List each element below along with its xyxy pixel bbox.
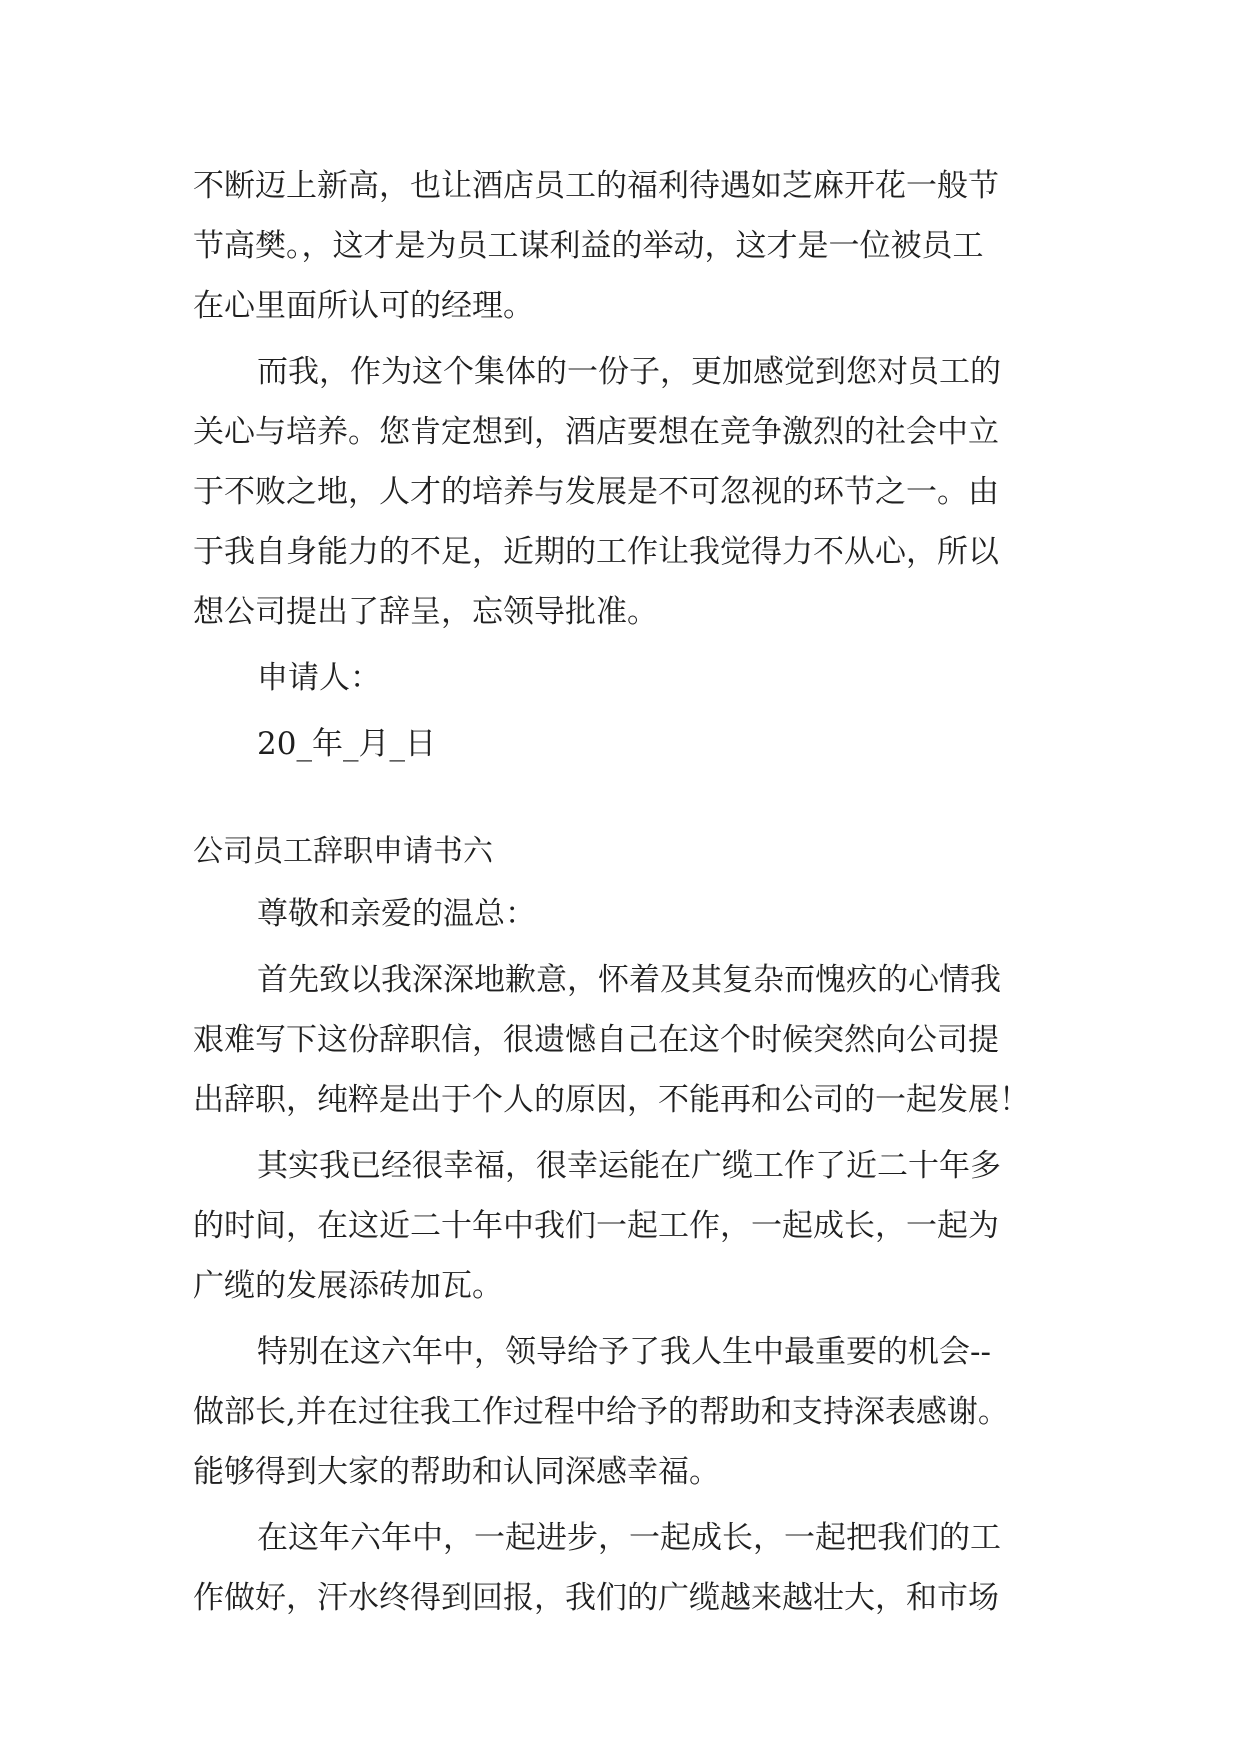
date-line: 20_年_月_日 (257, 726, 436, 762)
paragraph-line: 在这年六年中，一起进步，一起成长，一起把我们的工 (257, 1520, 1001, 1556)
paragraph-line: 出辞职，纯粹是出于个人的原因，不能再和公司的一起发展！ (193, 1082, 1030, 1118)
paragraph-line: 特别在这六年中，领导给予了我人生中最重要的机会-- (257, 1334, 991, 1370)
paragraph-line: 艰难写下这份辞职信，很遗憾自己在这个时候突然向公司提 (193, 1022, 999, 1058)
salutation: 尊敬和亲爱的温总： (257, 896, 536, 932)
section-title: 公司员工辞职申请书六 (193, 834, 493, 869)
paragraph-line: 能够得到大家的帮助和认同深感幸福。 (193, 1454, 720, 1490)
applicant-label: 申请人： (257, 660, 381, 696)
paragraph-line: 节高樊。，这才是为员工谋利益的举动，这才是一位被员工 (193, 228, 984, 264)
paragraph-line: 想公司提出了辞呈，忘领导批准。 (193, 594, 658, 630)
paragraph-line: 于我自身能力的不足，近期的工作让我觉得力不从心，所以 (193, 534, 999, 570)
paragraph-line: 于不败之地，人才的培养与发展是不可忽视的环节之一。由 (193, 474, 999, 510)
paragraph-line: 的时间，在这近二十年中我们一起工作，一起成长，一起为 (193, 1208, 999, 1244)
paragraph-line: 做部长,并在过往我工作过程中给予的帮助和支持深表感谢。 (193, 1394, 1009, 1430)
paragraph-line: 首先致以我深深地歉意，怀着及其复杂而愧疚的心情我 (257, 962, 1001, 998)
paragraph-line: 作做好，汗水终得到回报，我们的广缆越来越壮大，和市场 (193, 1580, 999, 1616)
paragraph-line: 在心里面所认可的经理。 (193, 288, 534, 324)
paragraph-line: 不断迈上新高，也让酒店员工的福利待遇如芝麻开花一般节 (193, 168, 999, 204)
paragraph-line: 广缆的发展添砖加瓦。 (193, 1268, 503, 1304)
paragraph-line: 而我，作为这个集体的一份子，更加感觉到您对员工的 (257, 354, 1001, 390)
paragraph-line: 其实我已经很幸福，很幸运能在广缆工作了近二十年多 (257, 1148, 1001, 1184)
paragraph-line: 关心与培养。您肯定想到，酒店要想在竞争激烈的社会中立 (193, 414, 999, 450)
